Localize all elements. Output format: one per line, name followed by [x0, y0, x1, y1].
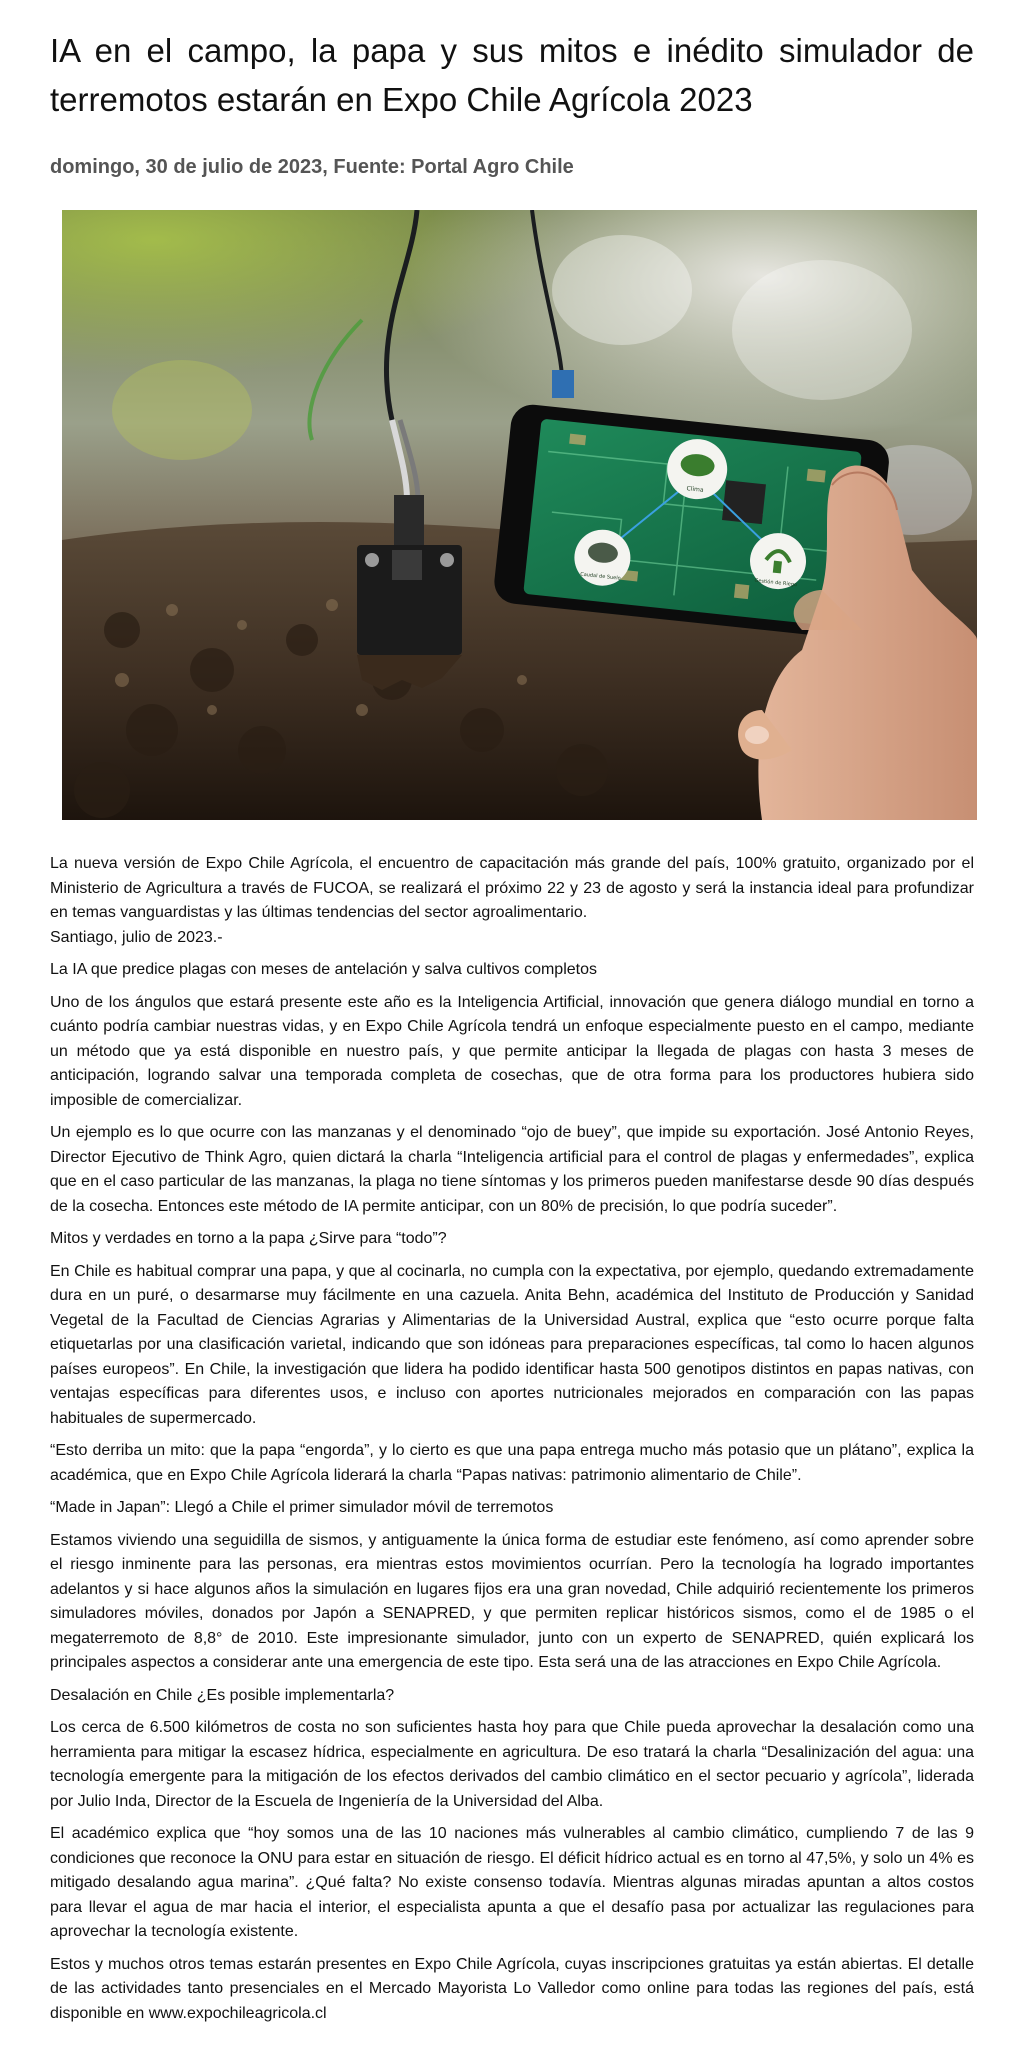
paragraph: En Chile es habitual comprar una papa, y que al cocinarla, no cumpla con la expectativa, por ejemplo, quedando extremadamente dura en un puré, o desarmarse muy fácilmente en una cazuela. Anita Behn, académica del Instituto de Producción y Sanidad Vegetal de la Facultad de Ciencias Agrarias y Alimentarias de la Universidad Austral, explica que “esto ocurre porque falta etiquetarlas por una clasificación varietal, indicando que son idóneas para preparaciones específicas, tal como lo hacen algunos países europeos”. En Chile, la investigación que lidera ha podido identificar hasta 500 genotipos distintos en papas nativas, con ventajas específicas para diferentes usos, e incluso con aportes nutricionales mejorados en comparación con las papas habituales de supermercado.: [50, 1262, 974, 1427]
section-heading-ia: La IA que predice plagas con meses de antelación y salva cultivos completos: [50, 961, 597, 978]
section-heading-desalacion: Desalación en Chile ¿Es posible implementarla?: [50, 1686, 395, 1704]
section-heading-papa: Mitos y verdades en torno a la papa ¿Sirve para “todo”?: [50, 1230, 447, 1247]
phone-label-clima: Clima: [686, 485, 704, 494]
paragraph: El académico explica que “hoy somos una de las 10 naciones más vulnerables al cambio climático, cumpliendo 7 de las 9 condiciones que reconoce la ONU para estar en situación de riesgo. El déficit hídrico actual es en torno al 47,5%, y solo un 4% es mitigado desalando agua marina”. ¿Qué falta? No existe consenso todavía. Mientras algunas miradas apuntan a altos costos para llevar el agua de mar hacia el interior, el especialista apunta a que el desafío pasa por actualizar las regulaciones para aprovechar la tecnología existente.: [50, 1825, 974, 1940]
paragraph: Un ejemplo es lo que ocurre con las manzanas y el denominado “ojo de buey”, que impide su exportación. José Antonio Reyes, Director Ejecutivo de Think Agro, quien dictará la charla “Inteligencia artificial para el control de plagas y enfermedades”, explica que en el caso particular de las manzanas, la plaga no tiene síntomas y los primeros pueden manifestarse desde 90 días después de la cosecha. Entonces este método de IA permite anticipar, con un 80% de precisión, lo que podría suceder”.: [50, 1124, 974, 1215]
phone-label-riego: Gestión de Riego: [754, 577, 798, 589]
article-photo: [62, 210, 977, 820]
article-byline: domingo, 30 de julio de 2023, Fuente: Portal Agro Chile: [50, 156, 574, 178]
paragraph: “Esto derriba un mito: que la papa “engorda”, y lo cierto es que una papa entrega mucho más potasio que un plátano”, explica la académica, que en Expo Chile Agrícola liderará la charla “Papas nativas: patrimonio alimentario de Chile”.: [50, 1442, 974, 1484]
paragraph: Estamos viviendo una seguidilla de sismos, y antiguamente la única forma de estudiar este fenómeno, así como aprender sobre el riesgo inminente para las personas, era mientras estos movimientos ocurrían. Pero la tecnología ha logrado importantes adelantos y si hace algunos años la simulación en lugares fijos era una gran novedad, Chile adquirió recientemente los primeros simuladores móviles, donados por Japón a SENAPRED, y que permiten replicar históricos sismos, como el de 1985 o el megaterremoto de 8,8° de 2010. Este impresionante simulador, junto con un experto de SENAPRED, quién explicará los principales aspectos a considerar ante una emergencia de este tipo. Esta será una de las atracciones en Expo Chile Agrícola.: [50, 1531, 974, 1671]
article-dateline: Santiago, julio de 2023.-: [50, 928, 223, 946]
article-body: [50, 852, 974, 2026]
paragraph: Uno de los ángulos que estará presente este año es la Inteligencia Artificial, innovación que genera diálogo mundial en torno a cuánto podría cambiar nuestras vidas, y en Expo Chile Agrícola tendrá un enfoque especialmente puesto en el campo, mediante un método que ya está disponible en nuestro país, y que permite anticipar la llegada de plagas con hasta 3 meses de anticipación, logrando salvar una temporada completa de cosechas, que de otra forma para los productores hubiera sido imposible de comercializar.: [50, 993, 974, 1109]
article-lead: La nueva versión de Expo Chile Agrícola, el encuentro de capacitación más grande del país, 100% gratuito, organizado por el Ministerio de Agricultura a través de FUCOA, se realizará el próximo 22 y 23 de agosto y será la instancia ideal para profundizar en temas vanguardistas y las últimas tendencias del sector agroalimentario.: [50, 855, 974, 921]
paragraph: Estos y muchos otros temas estarán presentes en Expo Chile Agrícola, cuyas inscripciones gratuitas ya están abiertas. El detalle de las actividades tanto presenciales en el Mercado Mayorista Lo Valledor como online para todas las regiones del país, está disponible en www.expochileagricola.cl: [50, 1955, 974, 2022]
paragraph: Los cerca de 6.500 kilómetros de costa no son suficientes hasta hoy para que Chile pueda aprovechar la desalación como una herramienta para mitigar la escasez hídrica, especialmente en agricultura. De eso tratará la charla “Desalinización del agua: una tecnología emergente para la mitigación de los efectos derivados del cambio climático en el sector pecuario y agrícola”, liderada por Julio Inda, Director de la Escuela de Ingeniería de la Universidad del Alba.: [50, 1719, 974, 1810]
phone-label-caudal: Caudal de Suelo: [579, 571, 621, 582]
section-heading-simulador: “Made in Japan”: Llegó a Chile el primer simulador móvil de terremotos: [50, 1499, 554, 1516]
article-title: IA en el campo, la papa y sus mitos e inédito simulador de terremotos estarán en Expo Chile Agrícola 2023: [50, 32, 974, 118]
photo-sensor-smartphone-soil: [62, 210, 977, 820]
